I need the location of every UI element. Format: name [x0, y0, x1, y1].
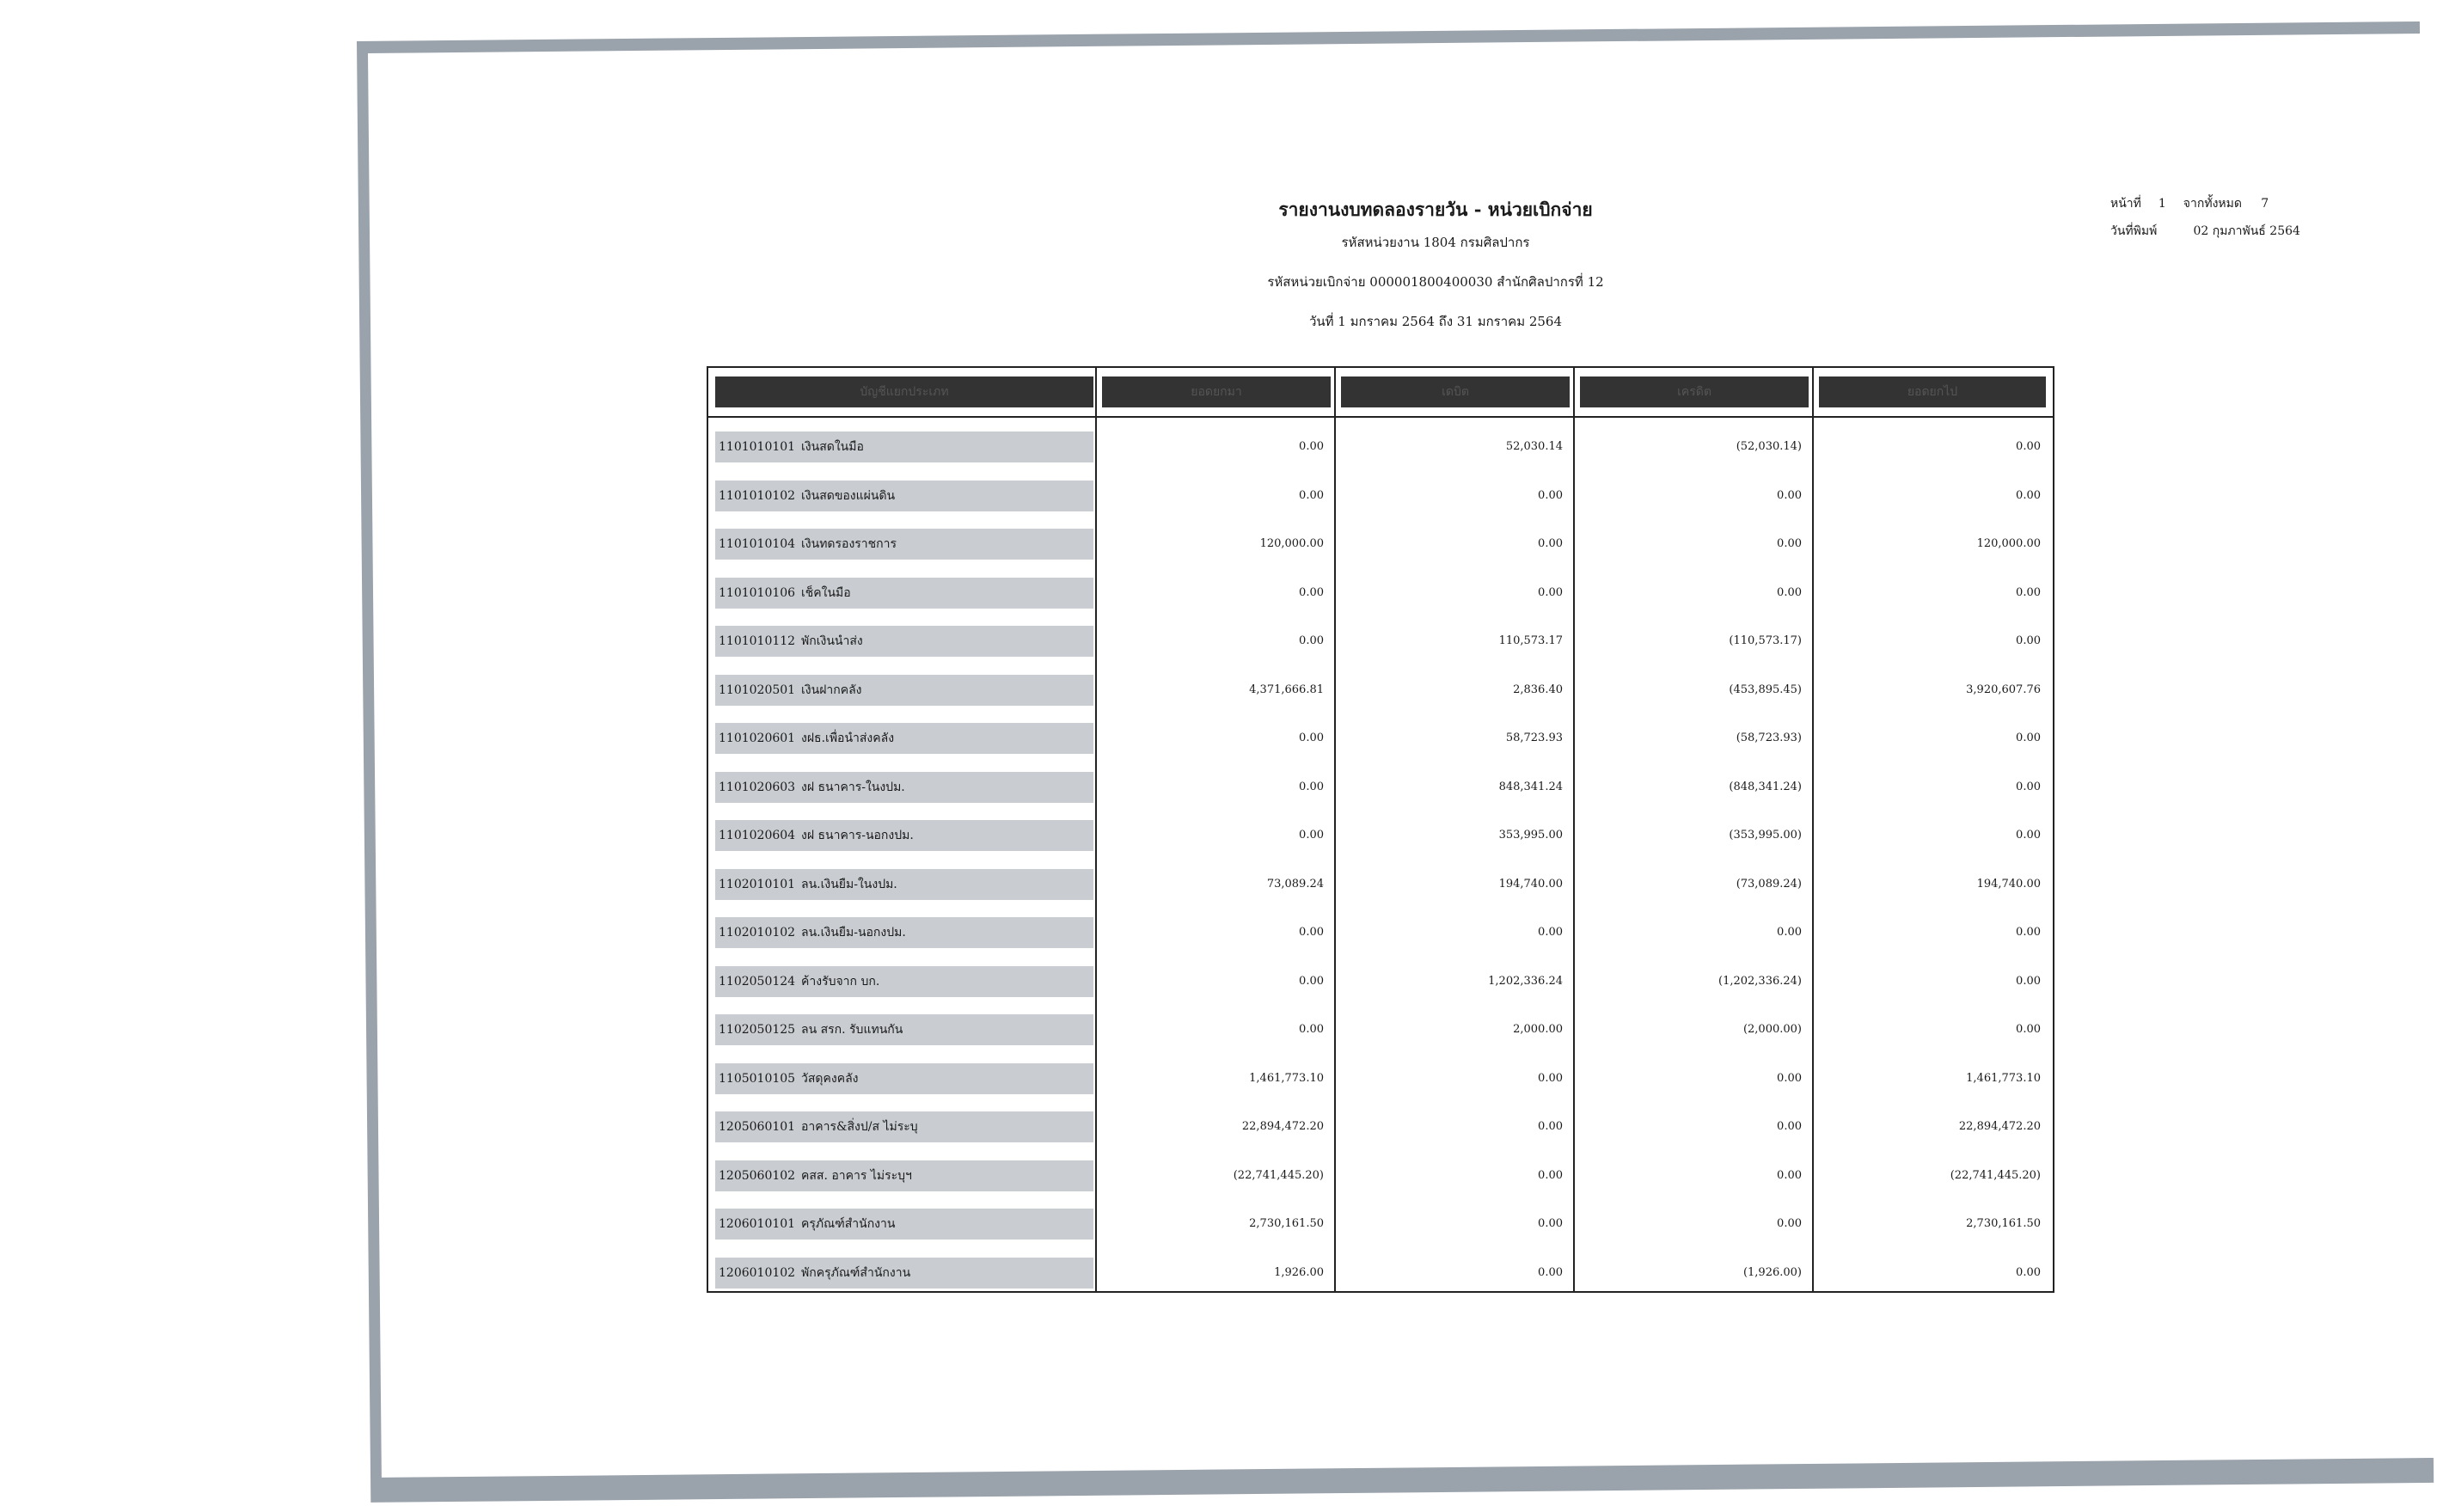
- debit-cell: 0.00: [1538, 1071, 1563, 1085]
- account-name: วัสดุคงคลัง: [801, 1071, 859, 1086]
- account-cell: [715, 1258, 1093, 1289]
- closing-balance-cell: (22,741,445.20): [1950, 1168, 2041, 1182]
- opening-balance-cell: (22,741,445.20): [1233, 1168, 1324, 1182]
- table-row: [708, 664, 2053, 713]
- credit-cell: (52,030.14): [1736, 440, 1802, 453]
- credit-cell: 0.00: [1777, 488, 1802, 502]
- account-name: พักเงินนำส่ง: [801, 634, 863, 648]
- column-header-debit: เดบิต: [1341, 376, 1570, 407]
- opening-balance-cell: 0.00: [1299, 440, 1324, 453]
- opening-balance-cell: 1,461,773.10: [1249, 1071, 1324, 1085]
- debit-cell: 0.00: [1538, 926, 1563, 939]
- account-cell: [715, 1063, 1093, 1094]
- account-cell: [715, 432, 1093, 462]
- opening-balance-cell: 0.00: [1299, 634, 1324, 647]
- debit-cell: 353,995.00: [1498, 829, 1563, 842]
- column-header-closing-balance: ยอดยกไป: [1819, 376, 2046, 407]
- closing-balance-cell: 2,730,161.50: [1966, 1217, 2041, 1230]
- column-header-credit: เครดิต: [1580, 376, 1809, 407]
- opening-balance-cell: 0.00: [1299, 488, 1324, 502]
- debit-cell: 52,030.14: [1505, 440, 1563, 453]
- table-row: [708, 1247, 2053, 1295]
- debit-cell: 0.00: [1538, 1120, 1563, 1133]
- account-name: อาคาร&สิ่งป/ส ไม่ระบุ: [801, 1120, 918, 1134]
- debit-cell: 0.00: [1538, 1217, 1563, 1230]
- opening-balance-cell: 0.00: [1299, 780, 1324, 793]
- account-cell: [715, 1014, 1093, 1045]
- credit-cell: (110,573.17): [1729, 634, 1802, 647]
- account-code: 1102050124: [719, 974, 796, 989]
- closing-balance-cell: 22,894,472.20: [1958, 1120, 2041, 1133]
- table-row: [708, 713, 2053, 761]
- closing-balance-cell: 0.00: [2016, 1265, 2041, 1279]
- account-name: พักครุภัณฑ์สำนักงาน: [801, 1265, 911, 1280]
- opening-balance-cell: 0.00: [1299, 926, 1324, 939]
- debit-cell: 0.00: [1538, 537, 1563, 550]
- account-name: ลน สรก. รับแทนกัน: [801, 1023, 903, 1037]
- account-code: 1101010104: [719, 537, 796, 551]
- column-header-account: บัญชีแยกประเภท: [715, 376, 1093, 407]
- closing-balance-cell: 120,000.00: [1976, 537, 2041, 550]
- table-row: [708, 1150, 2053, 1198]
- print-date: 02 กุมภาพันธ์ 2564: [2193, 224, 2300, 238]
- account-name: งฝ ธนาคาร-นอกงปม.: [801, 829, 914, 842]
- opening-balance-cell: 0.00: [1299, 585, 1324, 599]
- report-period: วันที่ 1 มกราคม 2564 ถึง 31 มกราคม 2564: [1308, 314, 1563, 329]
- debit-cell: 194,740.00: [1498, 877, 1563, 891]
- header-divider: [708, 416, 2053, 418]
- account-cell: [715, 723, 1093, 754]
- debit-cell: 0.00: [1538, 1168, 1563, 1182]
- table-row: [708, 421, 2053, 469]
- total-pages: 7: [2261, 197, 2269, 211]
- closing-balance-cell: 0.00: [2016, 732, 2041, 744]
- account-name: งฝธ.เพื่อนำส่งคลัง: [801, 732, 895, 745]
- closing-balance-cell: 0.00: [2016, 926, 2041, 939]
- debit-cell: 2,836.40: [1513, 683, 1563, 696]
- account-cell: [715, 626, 1093, 657]
- account-code: 1206010101: [719, 1217, 796, 1231]
- table-row: [708, 1004, 2053, 1052]
- account-name: ลน.เงินยืม-นอกงปม.: [801, 926, 906, 940]
- opening-balance-cell: 2,730,161.50: [1249, 1217, 1324, 1230]
- account-code: 1102010102: [719, 926, 796, 940]
- account-cell: [715, 966, 1093, 997]
- table-row: [708, 907, 2053, 955]
- debit-cell: 0.00: [1538, 1265, 1563, 1279]
- account-cell: [715, 578, 1093, 609]
- credit-cell: (2,000.00): [1742, 1023, 1802, 1036]
- page-number: 1: [2158, 197, 2166, 211]
- account-name: เงินฝากคลัง: [801, 683, 862, 697]
- agency-code: รหัสหน่วยงาน 1804 กรมศิลปากร: [1341, 235, 1530, 250]
- account-name: เงินสดของแผ่นดิน: [801, 488, 896, 503]
- opening-balance-cell: 0.00: [1299, 829, 1324, 842]
- table-row: [708, 762, 2053, 810]
- debit-cell: 0.00: [1538, 585, 1563, 599]
- credit-cell: 0.00: [1777, 1071, 1802, 1085]
- credit-cell: (848,341.24): [1729, 780, 1802, 793]
- account-code: 1101010112: [719, 634, 796, 648]
- credit-cell: (1,202,336.24): [1718, 974, 1802, 988]
- closing-balance-cell: 0.00: [2016, 974, 2041, 988]
- account-cell: [715, 675, 1093, 706]
- table-row: [708, 1101, 2053, 1149]
- account-name: ลน.เงินยืม-ในงปม.: [801, 877, 897, 891]
- table-row: [708, 1053, 2053, 1101]
- account-cell: [715, 772, 1093, 803]
- column-header-opening-balance: ยอดยกมา: [1102, 376, 1331, 407]
- closing-balance-cell: 0.00: [2016, 780, 2041, 793]
- opening-balance-cell: 4,371,666.81: [1249, 683, 1324, 696]
- credit-cell: 0.00: [1777, 1120, 1802, 1133]
- opening-balance-cell: 0.00: [1299, 1023, 1324, 1036]
- total-pages-label: จากทั้งหมด: [2183, 197, 2242, 211]
- closing-balance-cell: 0.00: [2016, 829, 2041, 842]
- closing-balance-cell: 194,740.00: [1976, 877, 2041, 891]
- debit-cell: 848,341.24: [1498, 780, 1563, 793]
- page-info: [2110, 194, 2269, 213]
- table-row: [708, 810, 2053, 858]
- credit-cell: 0.00: [1777, 537, 1802, 550]
- table-row: [708, 567, 2053, 615]
- table-row: [708, 1198, 2053, 1246]
- account-cell: [715, 1111, 1093, 1142]
- debit-cell: 58,723.93: [1505, 732, 1563, 744]
- debit-cell: 1,202,336.24: [1488, 974, 1563, 988]
- table-row: [708, 615, 2053, 664]
- account-name: ครุภัณฑ์สำนักงาน: [801, 1217, 896, 1231]
- credit-cell: 0.00: [1777, 1168, 1802, 1182]
- account-code: 1101020604: [719, 829, 796, 842]
- credit-cell: 0.00: [1777, 926, 1802, 939]
- account-code: 1101020601: [719, 732, 796, 745]
- debit-cell: 0.00: [1538, 488, 1563, 502]
- account-name: คสส. อาคาร ไม่ระบุฯ: [801, 1168, 912, 1183]
- closing-balance-cell: 0.00: [2016, 488, 2041, 502]
- account-cell: [715, 1160, 1093, 1191]
- table-row: [708, 518, 2053, 566]
- account-cell: [715, 481, 1093, 511]
- debit-cell: 2,000.00: [1513, 1023, 1563, 1036]
- account-code: 1102050125: [719, 1023, 796, 1037]
- account-cell: [715, 529, 1093, 560]
- opening-balance-cell: 1,926.00: [1274, 1265, 1324, 1279]
- account-cell: [715, 869, 1093, 900]
- account-name: เงินทดรองราชการ: [801, 537, 897, 551]
- credit-cell: 0.00: [1777, 1217, 1802, 1230]
- table-row: [708, 956, 2053, 1004]
- account-name: ค้างรับจาก บก.: [801, 974, 880, 989]
- account-code: 1101020501: [719, 683, 796, 697]
- account-code: 1101010106: [719, 585, 796, 600]
- debit-cell: 110,573.17: [1498, 634, 1563, 647]
- closing-balance-cell: 0.00: [2016, 585, 2041, 599]
- closing-balance-cell: 0.00: [2016, 440, 2041, 453]
- account-code: 1101020603: [719, 780, 796, 794]
- page-label: หน้าที่: [2110, 197, 2141, 211]
- account-cell: [715, 820, 1093, 851]
- print-date-info: [2110, 222, 2300, 241]
- opening-balance-cell: 120,000.00: [1259, 537, 1324, 550]
- credit-cell: (353,995.00): [1729, 829, 1802, 842]
- closing-balance-cell: 0.00: [2016, 1023, 2041, 1036]
- table-row: [708, 859, 2053, 907]
- credit-cell: (58,723.93): [1736, 732, 1802, 744]
- account-name: เช็คในมือ: [801, 585, 851, 600]
- account-name: เงินสดในมือ: [801, 440, 864, 454]
- opening-balance-cell: 22,894,472.20: [1241, 1120, 1324, 1133]
- account-code: 1101010102: [719, 488, 796, 503]
- report-title: รายงานงบทดลองรายวัน - หน่วยเบิกจ่าย: [1278, 199, 1593, 220]
- credit-cell: (453,895.45): [1729, 683, 1802, 696]
- trial-balance-table: [707, 366, 2054, 1293]
- credit-cell: 0.00: [1777, 585, 1802, 599]
- closing-balance-cell: 3,920,607.76: [1966, 683, 2041, 696]
- closing-balance-cell: 1,461,773.10: [1966, 1071, 2041, 1085]
- credit-cell: (73,089.24): [1736, 877, 1802, 891]
- account-code: 1105010105: [719, 1071, 796, 1086]
- opening-balance-cell: 0.00: [1299, 974, 1324, 988]
- account-code: 1205060102: [719, 1168, 796, 1183]
- account-code: 1102010101: [719, 877, 796, 891]
- opening-balance-cell: 73,089.24: [1266, 877, 1324, 891]
- account-code: 1206010102: [719, 1265, 796, 1280]
- closing-balance-cell: 0.00: [2016, 634, 2041, 647]
- disbursing-unit-code: รหัสหน่วยเบิกจ่าย 000001800400030 สำนักศิลปากรที่ 12: [1267, 274, 1604, 290]
- table-row: [708, 470, 2053, 518]
- opening-balance-cell: 0.00: [1299, 732, 1324, 744]
- credit-cell: (1,926.00): [1742, 1265, 1802, 1279]
- account-cell: [715, 917, 1093, 948]
- account-name: งฝ ธนาคาร-ในงปม.: [801, 780, 905, 794]
- account-code: 1101010101: [719, 440, 796, 454]
- account-cell: [715, 1209, 1093, 1240]
- print-date-label: วันที่พิมพ์: [2110, 224, 2158, 238]
- account-code: 1205060101: [719, 1120, 796, 1134]
